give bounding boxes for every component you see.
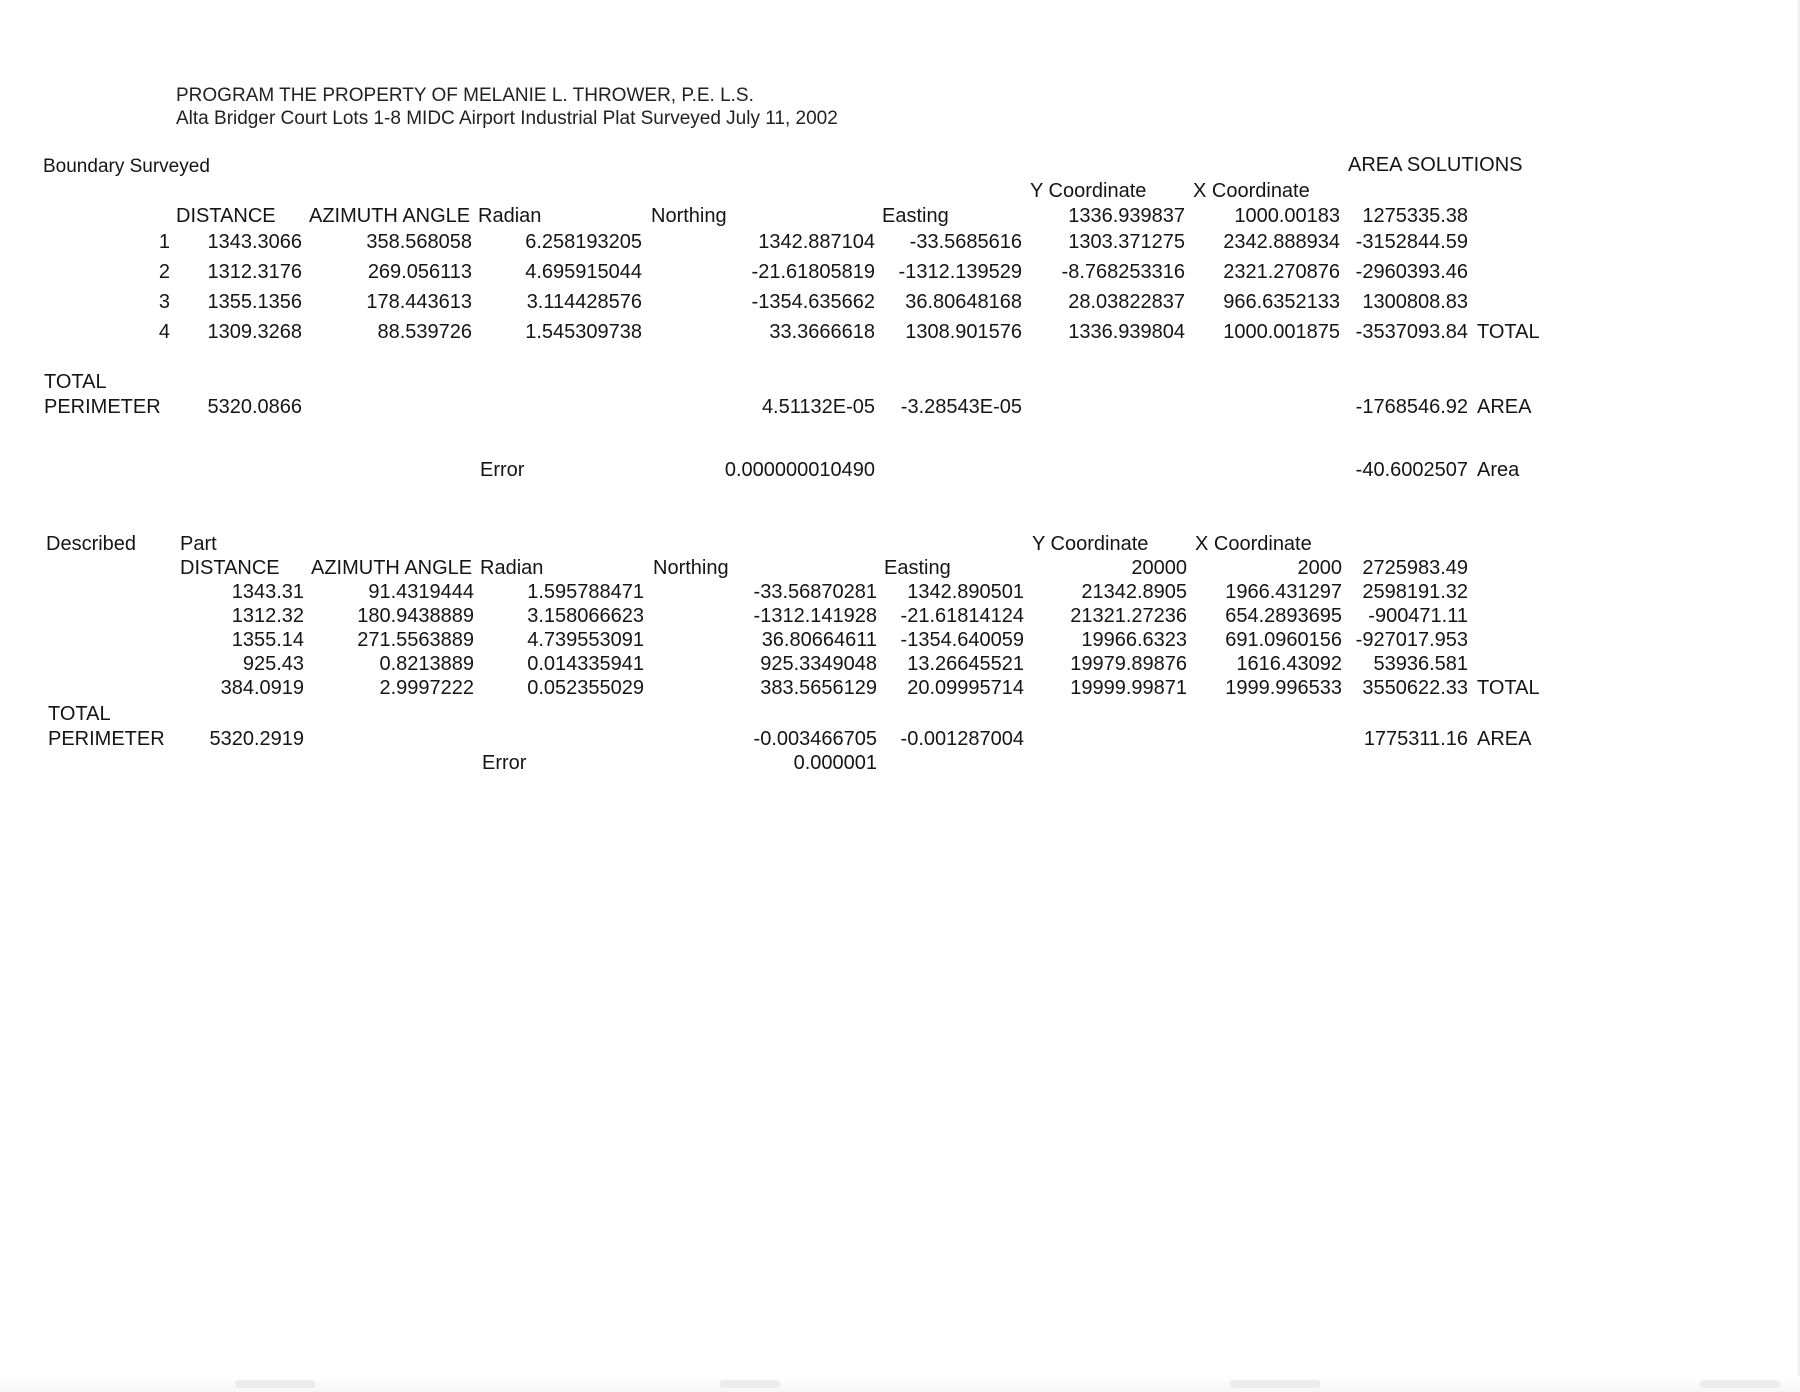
table-cell-azimuth: 269.056113 xyxy=(367,261,472,283)
table-cell-area: -3537093.84 xyxy=(1355,321,1468,343)
table-cell-northing: -21.61805819 xyxy=(751,261,875,283)
table-cell-y: 19966.6323 xyxy=(1081,629,1187,651)
table-cell-northing: 1342.887104 xyxy=(758,231,875,253)
boundary-error-value: 0.000000010490 xyxy=(724,459,875,481)
described-perimeter-value: 5320.2919 xyxy=(209,728,304,750)
described-area-label: AREA xyxy=(1477,728,1532,750)
boundary-col-radian: Radian xyxy=(478,205,542,227)
boundary-start-y: 1336.939837 xyxy=(1068,205,1185,227)
described-sum-northing: -0.003466705 xyxy=(753,728,877,750)
table-cell-y: 1303.371275 xyxy=(1068,231,1185,253)
scan-smudge xyxy=(720,1380,780,1388)
described-start-x: 2000 xyxy=(1297,557,1342,579)
boundary-acres-label: Area xyxy=(1477,459,1520,481)
table-cell-azimuth: 2.9997222 xyxy=(379,677,474,699)
table-cell-radian: 3.158066623 xyxy=(527,605,644,627)
table-cell-area: -900471.11 xyxy=(1368,605,1468,627)
boundary-col-y: Y Coordinate xyxy=(1030,180,1147,202)
table-cell-distance: 1355.1356 xyxy=(207,291,302,313)
table-cell-x: 1999.996533 xyxy=(1225,677,1342,699)
table-cell-distance: 1343.3066 xyxy=(207,231,302,253)
boundary-col-distance: DISTANCE xyxy=(176,205,276,227)
described-area-value: 1775311.16 xyxy=(1363,728,1468,750)
described-col-northing: Northing xyxy=(653,557,729,579)
boundary-start-area: 1275335.38 xyxy=(1362,205,1468,227)
scan-smudge xyxy=(1700,1380,1780,1388)
table-cell-x: 2321.270876 xyxy=(1223,261,1340,283)
table-cell-distance: 1312.32 xyxy=(231,605,304,627)
described-total-label: TOTAL xyxy=(48,703,111,725)
table-cell-distance: 1355.14 xyxy=(231,629,304,651)
table-cell-area: -927017.953 xyxy=(1355,629,1468,651)
table-cell-x: 1616.43092 xyxy=(1236,653,1342,675)
table-cell-y: 21342.8905 xyxy=(1081,581,1187,603)
described-error-value: 0.000001 xyxy=(793,752,877,774)
described-start-area: 2725983.49 xyxy=(1362,557,1468,579)
table-cell-x: 654.2893695 xyxy=(1225,605,1342,627)
described-error-label: Error xyxy=(482,752,527,774)
table-cell-y: 19979.89876 xyxy=(1070,653,1187,675)
boundary-perimeter-value: 5320.0866 xyxy=(207,396,302,418)
table-cell-radian: 1.595788471 xyxy=(527,581,644,603)
table-cell-easting: -1312.139529 xyxy=(898,261,1022,283)
table-cell-distance: 925.43 xyxy=(242,653,304,675)
boundary-col-easting: Easting xyxy=(882,205,949,227)
described-col-distance: DISTANCE xyxy=(180,557,280,579)
table-cell-azimuth: 88.539726 xyxy=(377,321,472,343)
table-cell-x: 1966.431297 xyxy=(1225,581,1342,603)
table-cell-y: 21321.27236 xyxy=(1070,605,1187,627)
boundary-col-northing: Northing xyxy=(651,205,727,227)
table-cell-y: 1336.939804 xyxy=(1068,321,1185,343)
table-cell-radian: 4.695915044 xyxy=(525,261,642,283)
table-cell-area: -3152844.59 xyxy=(1355,231,1468,253)
scan-smudge xyxy=(235,1380,315,1388)
boundary-area-value: -1768546.92 xyxy=(1355,396,1468,418)
table-cell-easting: 1308.901576 xyxy=(905,321,1022,343)
table-cell-y: 19999.99871 xyxy=(1070,677,1187,699)
described-perimeter-label: PERIMETER xyxy=(48,728,165,750)
table-cell-easting: -33.5685616 xyxy=(909,231,1022,253)
area-solutions-label: AREA SOLUTIONS xyxy=(1348,154,1523,176)
boundary-error-label: Error xyxy=(480,459,525,481)
table-cell-x: 691.0960156 xyxy=(1225,629,1342,651)
boundary-total-label: TOTAL xyxy=(44,371,107,393)
table-cell-northing: -1312.141928 xyxy=(753,605,877,627)
table-cell-easting: -1354.640059 xyxy=(900,629,1024,651)
table-cell-radian: 6.258193205 xyxy=(525,231,642,253)
table-cell-northing: -33.56870281 xyxy=(753,581,877,603)
table-cell-distance: 1343.31 xyxy=(231,581,304,603)
table-cell-y: -8.768253316 xyxy=(1061,261,1185,283)
boundary-sum-northing: 4.51132E-05 xyxy=(761,396,875,418)
table-cell-azimuth: 271.5563889 xyxy=(357,629,474,651)
table-cell-radian: 0.014335941 xyxy=(527,653,644,675)
described-col-x: X Coordinate xyxy=(1195,533,1312,555)
table-cell-distance: 1312.3176 xyxy=(207,261,302,283)
table-cell-azimuth: 91.4319444 xyxy=(368,581,474,603)
table-row-number: 3 xyxy=(158,291,170,313)
table-cell-azimuth: 0.8213889 xyxy=(379,653,474,675)
described-col-y: Y Coordinate xyxy=(1032,533,1149,555)
table-row-number: 2 xyxy=(158,261,170,283)
table-cell-northing: 925.3349048 xyxy=(760,653,877,675)
described-col-easting: Easting xyxy=(884,557,951,579)
table-cell-northing: -1354.635662 xyxy=(751,291,875,313)
described-sum-easting: -0.001287004 xyxy=(900,728,1024,750)
described-col-radian: Radian xyxy=(480,557,544,579)
described-part-label: Part xyxy=(180,533,217,555)
boundary-col-azimuth: AZIMUTH ANGLE xyxy=(309,205,471,227)
described-total-word: TOTAL xyxy=(1477,677,1540,699)
table-cell-northing: 36.80664611 xyxy=(761,629,877,651)
report-subtitle: Alta Bridger Court Lots 1-8 MIDC Airport Industrial Plat Surveyed July 11, 2002 xyxy=(176,108,838,129)
described-section-label: Described xyxy=(46,533,137,555)
boundary-start-x: 1000.00183 xyxy=(1234,205,1340,227)
table-cell-easting: 20.09995714 xyxy=(907,677,1024,699)
table-cell-azimuth: 180.9438889 xyxy=(357,605,474,627)
table-row-number: 4 xyxy=(158,321,170,343)
boundary-acres-value: -40.6002507 xyxy=(1355,459,1468,481)
table-cell-radian: 4.739553091 xyxy=(527,629,644,651)
table-cell-easting: 13.26645521 xyxy=(907,653,1024,675)
table-cell-radian: 1.545309738 xyxy=(525,321,642,343)
boundary-total-word: TOTAL xyxy=(1477,321,1540,343)
table-cell-easting: -21.61814124 xyxy=(900,605,1024,627)
table-cell-y: 28.03822837 xyxy=(1068,291,1185,313)
boundary-perimeter-label: PERIMETER xyxy=(44,396,161,418)
table-cell-easting: 1342.890501 xyxy=(907,581,1024,603)
table-cell-azimuth: 358.568058 xyxy=(366,231,472,253)
table-cell-distance: 1309.3268 xyxy=(207,321,302,343)
described-start-y: 20000 xyxy=(1131,557,1187,579)
table-cell-northing: 383.5656129 xyxy=(760,677,877,699)
table-cell-area: 2598191.32 xyxy=(1362,581,1468,603)
table-cell-radian: 3.114428576 xyxy=(526,291,642,313)
table-row-number: 1 xyxy=(158,231,170,253)
boundary-col-x: X Coordinate xyxy=(1193,180,1310,202)
scan-smudge xyxy=(1230,1380,1320,1388)
table-cell-northing: 33.3666618 xyxy=(769,321,875,343)
table-cell-x: 2342.888934 xyxy=(1223,231,1340,253)
table-cell-area: 53936.581 xyxy=(1373,653,1468,675)
table-cell-distance: 384.0919 xyxy=(220,677,304,699)
table-cell-area: 1300808.83 xyxy=(1362,291,1468,313)
table-cell-easting: 36.80648168 xyxy=(905,291,1022,313)
table-cell-area: 3550622.33 xyxy=(1362,677,1468,699)
boundary-section-label: Boundary Surveyed xyxy=(43,156,210,177)
boundary-sum-easting: -3.28543E-05 xyxy=(900,396,1022,418)
table-cell-area: -2960393.46 xyxy=(1355,261,1468,283)
table-cell-radian: 0.052355029 xyxy=(527,677,644,699)
described-col-azimuth: AZIMUTH ANGLE xyxy=(311,557,473,579)
table-cell-x: 1000.001875 xyxy=(1223,321,1340,343)
boundary-area-label: AREA xyxy=(1477,396,1532,418)
table-cell-azimuth: 178.443613 xyxy=(366,291,472,313)
report-title: PROGRAM THE PROPERTY OF MELANIE L. THROWER, P.E. L.S. xyxy=(176,85,754,106)
table-cell-x: 966.6352133 xyxy=(1223,291,1340,313)
